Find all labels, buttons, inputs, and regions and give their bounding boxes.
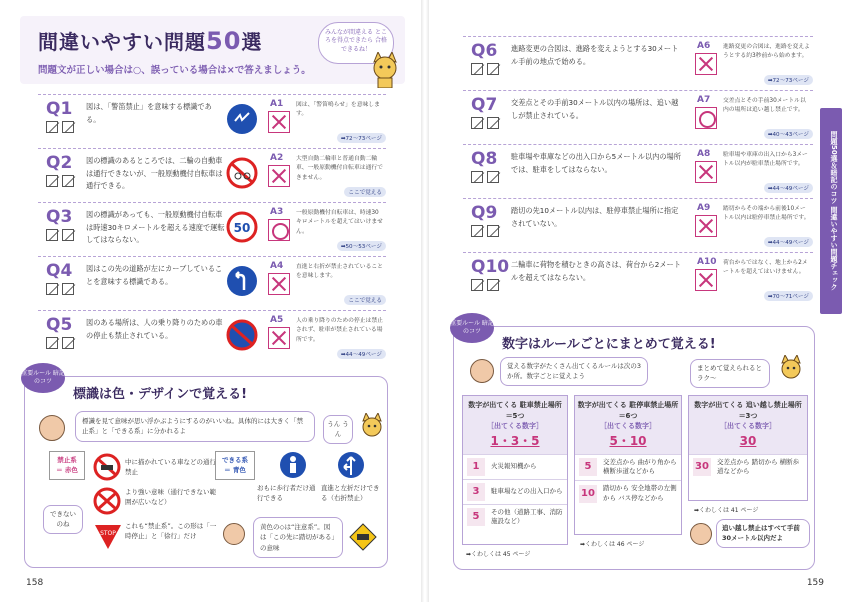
question-number: Q6 — [471, 41, 498, 61]
answer-mark-icon — [695, 269, 717, 291]
rule-number: 5 — [467, 508, 485, 526]
answer-block — [695, 95, 813, 139]
railroad-crossing-warning-icon — [349, 523, 377, 551]
answer-explanation: 直進と右折が禁止されていることを意味します。 — [296, 264, 383, 280]
answer-number: A6 — [697, 41, 711, 51]
page-reference: ➡44〜49ページ — [337, 349, 386, 359]
page-reference: ➡50〜53ページ — [337, 241, 386, 251]
checkboxes[interactable] — [471, 279, 499, 291]
road-sign-icon — [226, 265, 258, 297]
question-row — [38, 256, 386, 306]
number-rule-row — [463, 454, 567, 479]
question-text: 二輪車に荷物を積むときの高さは、荷台から2メートルを超えてはならない。 — [511, 260, 681, 282]
cat-reply: うん うん — [323, 415, 353, 444]
answer-number: A3 — [270, 207, 284, 217]
answer-mark-icon — [695, 215, 717, 237]
checkboxes[interactable] — [471, 171, 499, 183]
answer-explanation: 駐車場や車庫の出入口から3メートル以内が駐車禁止場所です。 — [723, 152, 808, 168]
answer-block — [695, 257, 813, 301]
cat-mascot-icon — [368, 52, 402, 88]
answer-explanation: 大型自動二輪車と普通自動二輪車、一般原動機付自転車は通行できません。 — [296, 156, 383, 181]
question-text: 図の標識のあるところでは、二輪の自動車は通行できないが、一般原動機付自転車は通行できる。 — [86, 156, 223, 191]
road-sign-icon — [226, 103, 258, 135]
question-row — [463, 90, 813, 140]
number-rule-row — [463, 479, 567, 504]
check-box[interactable] — [487, 225, 499, 237]
question-number: Q3 — [46, 207, 73, 227]
answer-number: A8 — [697, 149, 711, 159]
page-reference: ➡70〜71ページ — [764, 291, 813, 301]
question-row — [38, 94, 386, 144]
answer-mark-icon — [268, 327, 290, 349]
note-dir: 直進と左折だけできる（右折禁止） — [321, 484, 380, 503]
note-strong: より強い意味（通行できない範囲が広いなど） — [125, 488, 216, 507]
boy-avatar — [39, 415, 65, 441]
rule-number: 30 — [693, 458, 711, 476]
checkboxes[interactable] — [46, 175, 74, 187]
answer-explanation: 進路変更の合図は、進路を変えようとする約3秒前から始めます。 — [723, 44, 810, 60]
question-row — [463, 144, 813, 194]
question-number: Q4 — [46, 261, 73, 281]
question-text: 図はこの先の道路が左にカーブしていることを意味する標識である。 — [86, 264, 223, 286]
tips-badge: 重要ルール 暗記のコツ — [450, 313, 494, 343]
note-caution: 黄色の◇は“注意系”。図は「この先に踏切がある」の意味 — [253, 517, 343, 558]
stop-sign-icon — [93, 523, 123, 551]
question-number: Q1 — [46, 99, 73, 119]
answer-block — [268, 99, 386, 143]
answer-mark-icon — [695, 161, 717, 183]
answer-number: A1 — [270, 99, 284, 109]
column-header: 数字が出てくる 追い越し禁止場所＝3つ ［出てくる数字］ 30 — [689, 396, 807, 454]
question-row — [38, 202, 386, 252]
page-number: 159 — [806, 578, 824, 588]
rule-text: 交差点から 踏切から 横断歩道などから — [717, 457, 800, 476]
question-number: Q8 — [471, 149, 498, 169]
tips-title: 標識は色・デザインで覚える! — [73, 387, 248, 402]
page-reference: ➡44〜49ページ — [764, 237, 813, 247]
answer-mark-icon — [268, 111, 290, 133]
answer-number: A10 — [697, 257, 717, 267]
overtake-note: 追い越し禁止はすべて手前30メートル以内だよ — [716, 519, 810, 548]
column-ref: ➡くわしくは 41 ページ — [694, 507, 759, 514]
check-box[interactable] — [471, 63, 483, 75]
check-box[interactable] — [46, 121, 58, 133]
check-box[interactable] — [471, 279, 483, 291]
cat-mascot-icon — [359, 413, 385, 441]
answer-block — [695, 203, 813, 247]
answer-number: A2 — [270, 153, 284, 163]
boy-avatar — [470, 359, 494, 383]
no-entry-sign-icon — [93, 487, 121, 515]
number-rule-row — [463, 504, 567, 531]
number-rule-row — [575, 454, 681, 481]
answer-number: A9 — [697, 203, 711, 213]
answer-block — [268, 261, 386, 305]
check-box[interactable] — [487, 63, 499, 75]
question-text: 交差点とその手前30メートル以内の場所は、追い越しが禁止されている。 — [511, 98, 679, 120]
question-text: 図は、「警笛禁止」を意味する標識である。 — [86, 102, 212, 124]
parking-rules-column — [462, 395, 568, 545]
answer-block — [695, 149, 813, 193]
check-box[interactable] — [46, 283, 58, 295]
rule-text: 交差点から 曲がり角から 横断歩道などから — [603, 457, 677, 476]
question-number: Q9 — [471, 203, 498, 223]
speech-bubble: みんなが間違える ところを得点できたら 合格できるね！ — [318, 22, 394, 64]
cat-mascot-icon — [778, 355, 804, 383]
question-text: 図のある場所は、人の乗り降りのための車の停止も禁止されている。 — [86, 318, 223, 340]
page-title: 間違いやすい問題50選 — [38, 27, 263, 55]
note-triangle: これも“禁止系”。この形は「一時停止」と「徐行」だけ — [125, 522, 217, 541]
checkboxes[interactable] — [46, 121, 74, 133]
checkboxes[interactable] — [46, 229, 74, 241]
question-row — [463, 252, 813, 302]
answer-block — [268, 153, 386, 197]
cannot-bubble: できない のね — [43, 505, 83, 534]
rule-number: 1 — [467, 458, 485, 476]
number-rule-row — [689, 454, 807, 481]
check-box[interactable] — [487, 279, 499, 291]
answer-mark-icon — [268, 165, 290, 187]
answer-mark-icon — [695, 107, 717, 129]
cat-reply: まとめて覚えられるとラク〜 — [690, 359, 770, 388]
tips-intro: 覚える数字がたくさん出てくるルールは次の3か所。数字ごとに覚えよう — [500, 357, 648, 386]
answer-mark-icon — [268, 273, 290, 295]
check-box[interactable] — [471, 171, 483, 183]
answer-block — [695, 41, 813, 85]
gutter — [421, 0, 429, 602]
checkboxes[interactable] — [46, 283, 74, 295]
tips-title: 数字はルールごとにまとめて覚える! — [502, 337, 716, 352]
left-page — [0, 0, 421, 602]
overtaking-rules-column — [688, 395, 808, 501]
page-subtitle: 問題文が正しい場合は○、誤っている場合は×で答えましょう。 — [38, 65, 311, 76]
checkboxes[interactable] — [471, 63, 499, 75]
can-label: できる系 ＝ 青色 — [215, 451, 255, 480]
answer-explanation: 図は、「警笛鳴らせ」を意味します。 — [296, 102, 380, 118]
road-sign-icon — [226, 211, 258, 243]
straight-left-sign-icon — [337, 451, 365, 479]
forbid-label: 禁止系 ＝ 赤色 — [49, 451, 85, 480]
question-text: 踏切の先10メートル以内は、駐停車禁止場所に指定されていない。 — [511, 206, 679, 228]
check-box[interactable] — [46, 175, 58, 187]
answer-mark-icon — [695, 53, 717, 75]
tips-box-numbers — [450, 320, 815, 570]
question-number: Q2 — [46, 153, 73, 173]
question-row — [463, 36, 813, 86]
check-box[interactable] — [487, 171, 499, 183]
rule-text: 踏切から 安全地帯の左側から バス停などから — [603, 484, 677, 502]
check-box[interactable] — [471, 225, 483, 237]
page-reference: ここで覚える — [344, 187, 386, 197]
answer-mark-icon — [268, 219, 290, 241]
check-box[interactable] — [62, 175, 74, 187]
question-row — [463, 198, 813, 248]
question-row — [38, 148, 386, 198]
note-car: 中に描かれている車などの通行禁止 — [125, 458, 216, 477]
check-box[interactable] — [46, 229, 58, 241]
column-header: 数字が出てくる 駐停車禁止場所＝6つ ［出てくる数字］ 5・10 — [575, 396, 681, 454]
question-text: 駐車場や車庫などの出入口から5メートル以内の場所では、駐車をしてはならない。 — [511, 152, 681, 174]
rule-text: 駐車場などの出入口から — [491, 486, 563, 495]
check-box[interactable] — [62, 337, 74, 349]
question-number: Q5 — [46, 315, 73, 335]
page-reference: ➡72〜73ページ — [764, 75, 813, 85]
page-reference: ➡72〜73ページ — [337, 133, 386, 143]
road-sign-icon — [226, 319, 258, 351]
pedestrian-sign-icon — [279, 451, 307, 479]
boy-avatar — [690, 523, 712, 545]
rule-number: 10 — [579, 485, 597, 503]
page-reference: ➡44〜49ページ — [764, 183, 813, 193]
page-reference: ここで覚える — [344, 295, 386, 305]
answer-explanation: 荷台からではなく、地上から2メートルを超えてはいけません。 — [723, 260, 808, 276]
no-entry-car-sign-icon — [93, 453, 121, 481]
page-reference: ➡40〜43ページ — [764, 129, 813, 139]
answer-number: A7 — [697, 95, 711, 105]
answer-block — [268, 207, 386, 251]
checkboxes[interactable] — [46, 337, 74, 349]
note-ped: おもに歩行者だけ通行できる — [257, 484, 316, 503]
rule-text: その他（道路工事、消防施設など） — [491, 507, 563, 526]
checkboxes[interactable] — [471, 225, 499, 237]
question-number: Q7 — [471, 95, 498, 115]
question-row — [38, 310, 386, 360]
answer-block — [268, 315, 386, 359]
answer-number: A4 — [270, 261, 284, 271]
tips-box-signs — [21, 370, 388, 568]
column-header: 数字が出てくる 駐車禁止場所＝5つ ［出てくる数字］ 1・3・5 — [463, 396, 567, 454]
check-box[interactable] — [62, 283, 74, 295]
tips-badge: 重要ルール 暗記のコツ — [21, 363, 65, 393]
tips-intro: 標識を見て意味が思い浮かぶようにするのがいいね。具体的には大きく「禁止系」と「できる系」に分かれるよ — [75, 411, 315, 442]
answer-explanation: 一般原動機付自転車は、時速30キロメートルを超えてはいけません。 — [296, 210, 383, 235]
answer-explanation: 踏切からその端から前後10メートル以内は駐停車禁止場所です。 — [723, 206, 810, 222]
answer-explanation: 交差点とその手前30メートル以内の場所は追い越し禁止です。 — [723, 98, 806, 114]
check-box[interactable] — [471, 117, 483, 129]
question-text: 進路変更の合図は、進路を変えようとする30メートル手前の地点で始める。 — [511, 44, 679, 66]
boy-avatar — [223, 523, 245, 545]
answer-number: A5 — [270, 315, 284, 325]
rule-number: 3 — [467, 483, 485, 501]
stopping-rules-column — [574, 395, 682, 535]
check-box[interactable] — [487, 117, 499, 129]
answer-explanation: 人の乗り降りのための停止は禁止されず、駐車が禁止されている場所です。 — [296, 318, 383, 343]
page-number: 158 — [26, 578, 44, 588]
svg-text:50: 50 — [233, 221, 251, 235]
rule-number: 5 — [579, 458, 597, 476]
number-rule-row — [575, 480, 681, 507]
column-ref: ➡くわしくは 46 ページ — [580, 541, 645, 548]
check-box[interactable] — [46, 337, 58, 349]
question-number: Q10 — [471, 257, 510, 277]
svg-text:STOP: STOP — [100, 530, 116, 537]
column-ref: ➡くわしくは 45 ページ — [466, 551, 531, 558]
question-text: 図の標識があっても、一般原動機付自転車は時速30キロメートルを超える速度で運転してはならない。 — [86, 210, 225, 245]
right-page — [429, 0, 850, 602]
check-box[interactable] — [62, 121, 74, 133]
checkboxes[interactable] — [471, 117, 499, 129]
rule-text: 火災報知機から — [491, 461, 537, 470]
road-sign-icon — [226, 157, 258, 189]
check-box[interactable] — [62, 229, 74, 241]
chapter-sidebar: 問題50選＆暗記のコツ 間違いやすい問題チェック — [820, 108, 842, 314]
